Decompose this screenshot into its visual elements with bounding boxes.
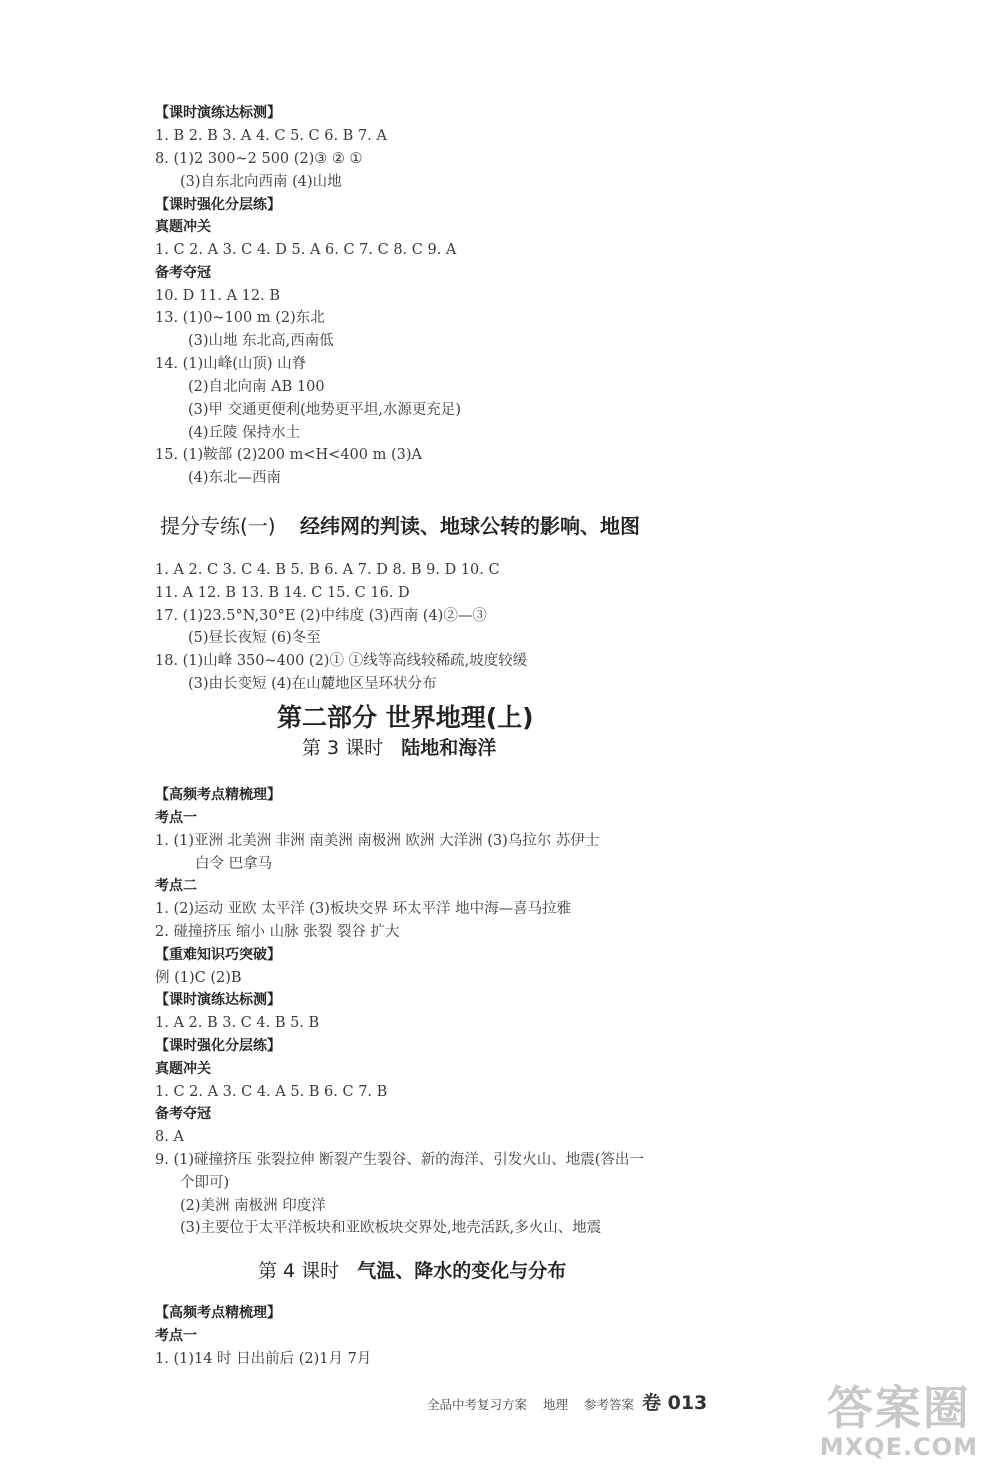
subsection-label-prep: 备考夺冠 [155, 265, 211, 281]
lesson-4-heading [258, 1256, 566, 1283]
watermark-logo [820, 1383, 978, 1461]
answer-line: (5)昼长夜短 (6)冬至 [188, 630, 321, 646]
section-label-practice-test: 【课时演练达标测】 [155, 105, 281, 121]
answer-line: 18. (1)山峰 350~400 (2)① ①线等高线较稀疏,坡度较缓 [155, 653, 528, 669]
answer-line: 1. A 2. B 3. C 4. B 5. B [155, 1015, 320, 1031]
answer-line: 白令 巴拿马 [195, 856, 273, 872]
section-label-key-points: 【高频考点精梳理】 [155, 1305, 281, 1321]
answer-line: (3)由长变短 (4)在山麓地区呈环状分布 [188, 676, 437, 692]
answer-line: 9. (1)碰撞挤压 张裂拉伸 断裂产生裂谷、新的海洋、引发火山、地震(答出一 [155, 1152, 644, 1168]
section-label-layered-practice: 【课时强化分层练】 [155, 1038, 281, 1054]
footer-section: 参考答案 [584, 1397, 635, 1412]
section-label-practice-test: 【课时演练达标测】 [155, 992, 281, 1008]
answer-line: 1. C 2. A 3. C 4. A 5. B 6. C 7. B [155, 1084, 388, 1100]
answer-line: 11. A 12. B 13. B 14. C 15. C 16. D [155, 585, 410, 601]
answer-line: 8. A [155, 1129, 184, 1145]
lesson-3-prefix: 第 3 课时 [302, 737, 384, 759]
answer-line: 1. A 2. C 3. C 4. B 5. B 6. A 7. D 8. B 9. D 10. C [155, 562, 500, 578]
footer-subject: 地理 [543, 1397, 569, 1412]
lesson-3-title: 陆地和海洋 [401, 737, 497, 759]
page-number: 卷 013 [642, 1392, 708, 1414]
page-footer [427, 1388, 707, 1415]
subsection-label-point-1: 考点一 [155, 810, 197, 826]
answer-line: 17. (1)23.5°N,30°E (2)中纬度 (3)西南 (4)②—③ [155, 608, 487, 624]
practice-heading-title: 经纬网的判读、地球公转的影响、地图 [299, 514, 640, 538]
answer-line: 个即可) [180, 1175, 230, 1191]
subsection-label-real-exam: 真题冲关 [155, 219, 211, 235]
answer-line: 1. (1)亚洲 北美洲 非洲 南美洲 南极洲 欧洲 大洋洲 (3)乌拉尔 苏伊士 [155, 833, 600, 849]
answer-line: (2)美洲 南极洲 印度洋 [180, 1198, 326, 1214]
answer-line: (4)东北—西南 [188, 470, 282, 486]
subsection-label-point-2: 考点二 [155, 878, 197, 894]
answer-line: 10. D 11. A 12. B [155, 288, 280, 304]
section-label-breakthrough: 【重难知识巧突破】 [155, 947, 281, 963]
answer-line: (3)主要位于太平洋板块和亚欧板块交界处,地壳活跃,多火山、地震 [180, 1220, 602, 1236]
subsection-label-prep: 备考夺冠 [155, 1106, 211, 1122]
answer-line: 8. (1)2 300~2 500 (2)③ ② ① [155, 151, 363, 167]
practice-heading-prefix: 提分专练(一) [160, 514, 276, 538]
lesson-4-prefix: 第 4 课时 [258, 1260, 340, 1282]
lesson-4-title: 气温、降水的变化与分布 [357, 1260, 567, 1282]
answer-line: 15. (1)鞍部 (2)200 m<H<400 m (3)A [155, 447, 422, 463]
practice-heading [160, 510, 640, 539]
answer-line: 14. (1)山峰(山顶) 山脊 [155, 356, 307, 372]
footer-book-title: 全品中考复习方案 [427, 1397, 528, 1412]
answer-line: 1. (1)14 时 日出前后 (2)1月 7月 [155, 1351, 372, 1367]
watermark-main-text: 答案圈 [826, 1381, 971, 1435]
answer-line: (3)山地 东北高,西南低 [188, 333, 334, 349]
section-label-layered-practice: 【课时强化分层练】 [155, 197, 281, 213]
subsection-label-point-1: 考点一 [155, 1328, 197, 1344]
answer-line: 1. C 2. A 3. C 4. D 5. A 6. C 7. C 8. C 9. A [155, 242, 457, 258]
section-label-key-points: 【高频考点精梳理】 [155, 787, 281, 803]
answer-line: (3)自东北向西南 (4)山地 [180, 174, 342, 190]
answer-line: 2. 碰撞挤压 缩小 山脉 张裂 裂谷 扩大 [155, 924, 400, 940]
subsection-label-real-exam: 真题冲关 [155, 1061, 211, 1077]
answer-line: 例 (1)C (2)B [155, 970, 242, 986]
answer-line: 1. (2)运动 亚欧 太平洋 (3)板块交界 环太平洋 地中海—喜马拉雅 [155, 901, 572, 917]
answer-line: (2)自北向南 AB 100 [188, 379, 325, 395]
answer-line: (3)甲 交通更便利(地势更平坦,水源更充足) [188, 402, 462, 418]
answer-line: 1. B 2. B 3. A 4. C 5. C 6. B 7. A [155, 128, 387, 144]
watermark-url: MXQE.COM [819, 1433, 978, 1461]
answer-line: 13. (1)0~100 m (2)东北 [155, 310, 325, 326]
part-title: 第二部分 世界地理(上) [277, 703, 534, 732]
answer-line: (4)丘陵 保持水土 [188, 425, 301, 441]
lesson-3-heading [302, 733, 496, 760]
